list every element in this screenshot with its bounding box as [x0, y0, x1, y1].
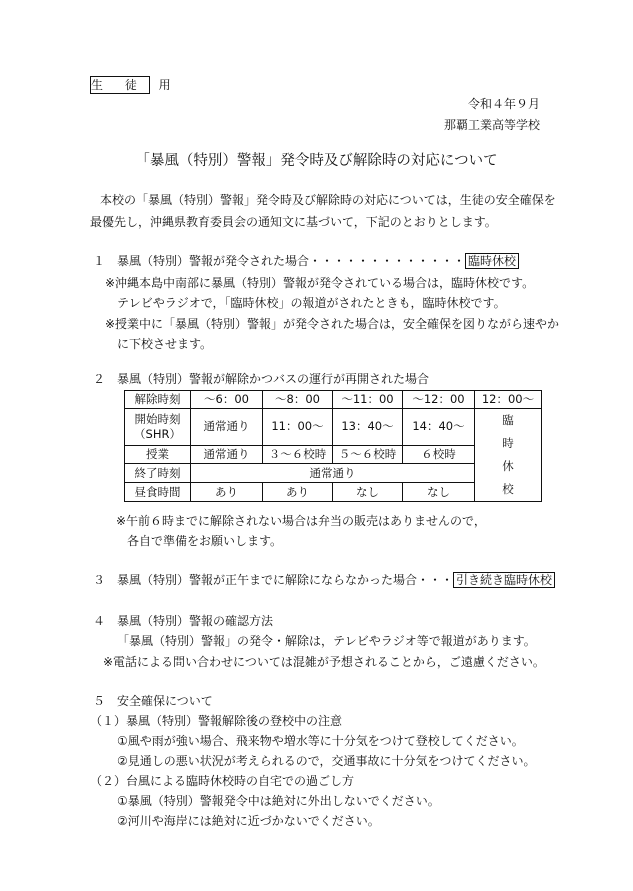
section-4-heading: ４ 暴風（特別）警報の確認方法 — [93, 614, 274, 628]
table-cell: 13：40～ — [333, 409, 403, 446]
section-4-line-2: ※電話による問い合わせについては混雑が予想されることから，ご遠慮ください。 — [103, 655, 545, 669]
section-1-note-1: ※沖縄本島中南部に暴風（特別）警報が発令されている場合は，臨時休校です。 — [105, 276, 535, 290]
table-cell: 通常通り — [191, 409, 263, 446]
school-name: 那覇工業高等学校 — [443, 118, 540, 132]
table-cell: あり — [191, 483, 263, 502]
table-cell: ３～６校時 — [263, 445, 333, 464]
table-cell: ～12：00 — [403, 391, 475, 409]
audience-label: 生 徒 用 — [91, 78, 180, 92]
table-cell: ６校時 — [403, 445, 475, 464]
section-5-sub-2-item-2: ②河川や海岸には絶対に近づかないでください。 — [117, 814, 380, 828]
table-cell: 終了時刻 — [125, 464, 191, 483]
section-1-heading — [93, 254, 519, 268]
section-5-sub-1-item-1: ①風や雨が強い場合、飛来物や増水等に十分気をつけて登校してください。 — [117, 734, 524, 748]
closure-text: 臨時休校 — [502, 413, 514, 496]
section-1-result: 臨時休校 — [465, 253, 519, 269]
table-cell: 授業 — [125, 445, 191, 464]
section-5-sub-1: （１）暴風（特別）警報解除後の登校中の注意 — [90, 714, 343, 728]
section-1-note-3: ※授業中に「暴風（特別）警報」が発令された場合は，安全確保を図りながら速やか — [105, 317, 560, 331]
table-cell: 12：00～ — [475, 391, 542, 409]
table-cell: 11：00～ — [263, 409, 333, 446]
section-1-heading-text: １ 暴風（特別）警報が発令された場合・・・・・・・・・・・・・ — [93, 254, 466, 268]
table-cell: ～11：00 — [333, 391, 403, 409]
table-cell: あり — [263, 483, 333, 502]
section-5-sub-2-item-1: ①暴風（特別）警報発令中は絶対に外出しないでください。 — [117, 794, 440, 808]
table-cell: 14：40～ — [403, 409, 475, 446]
intro-line-1: 本校の「暴風（特別）警報」発令時及び解除時の対応については，生徒の安全確保を — [100, 193, 556, 207]
issue-date: 令和４年９月 — [467, 97, 540, 111]
table-cell: 解除時刻 — [125, 391, 191, 409]
table-cell — [125, 409, 191, 446]
table-cell: ～6：00 — [191, 391, 263, 409]
table-cell: 通常通り — [191, 445, 263, 464]
section-2-note-2: 各自で準備をお願いします。 — [127, 534, 283, 548]
closure-cell — [475, 409, 542, 502]
table-cell: 通常通り — [191, 464, 475, 483]
table-cell: ～8：00 — [263, 391, 333, 409]
table-cell: なし — [403, 483, 475, 502]
section-3-heading — [93, 573, 555, 587]
table-row — [125, 391, 542, 409]
schedule-table — [124, 390, 542, 502]
section-1-note-2: テレビやラジオで，「臨時休校」の報道がされたときも，臨時休校です。 — [117, 296, 506, 310]
section-1-note-4: に下校させます。 — [117, 337, 213, 351]
document-title: 「暴風（特別）警報」発令時及び解除時の対応について — [135, 153, 498, 169]
table-cell: 昼食時間 — [125, 483, 191, 502]
section-5-sub-1-item-2: ②見通しの悪い状況が考えられるので，交通事故に十分気をつけてください。 — [117, 754, 536, 768]
section-3-heading-text: ３ 暴風（特別）警報が正午までに解除にならなかった場合・・・ — [93, 573, 454, 587]
start-label-2: （SHR） — [134, 426, 181, 441]
section-4-line-1: 「暴風（特別）警報」の発令・解除は，テレビやラジオ等で報道があります。 — [117, 634, 536, 648]
intro-line-2: 最優先し，沖縄県教育委員会の通知文に基づいて，下記のとおりとします。 — [90, 215, 497, 229]
section-2-note-1: ※午前６時までに解除されない場合は弁当の販売はありませんので， — [116, 514, 486, 528]
section-3-result: 引き続き臨時休校 — [453, 572, 555, 588]
table-row — [125, 409, 542, 446]
section-5-heading: ５ 安全確保について — [93, 694, 213, 708]
section-5-sub-2: （２）台風による臨時休校時の自宅での過ごし方 — [90, 774, 355, 788]
section-2-heading: ２ 暴風（特別）警報が解除かつバスの運行が再開された場合 — [93, 372, 430, 386]
table-cell: なし — [333, 483, 403, 502]
start-label-1: 開始時刻 — [134, 411, 181, 426]
table-cell: ５～６校時 — [333, 445, 403, 464]
